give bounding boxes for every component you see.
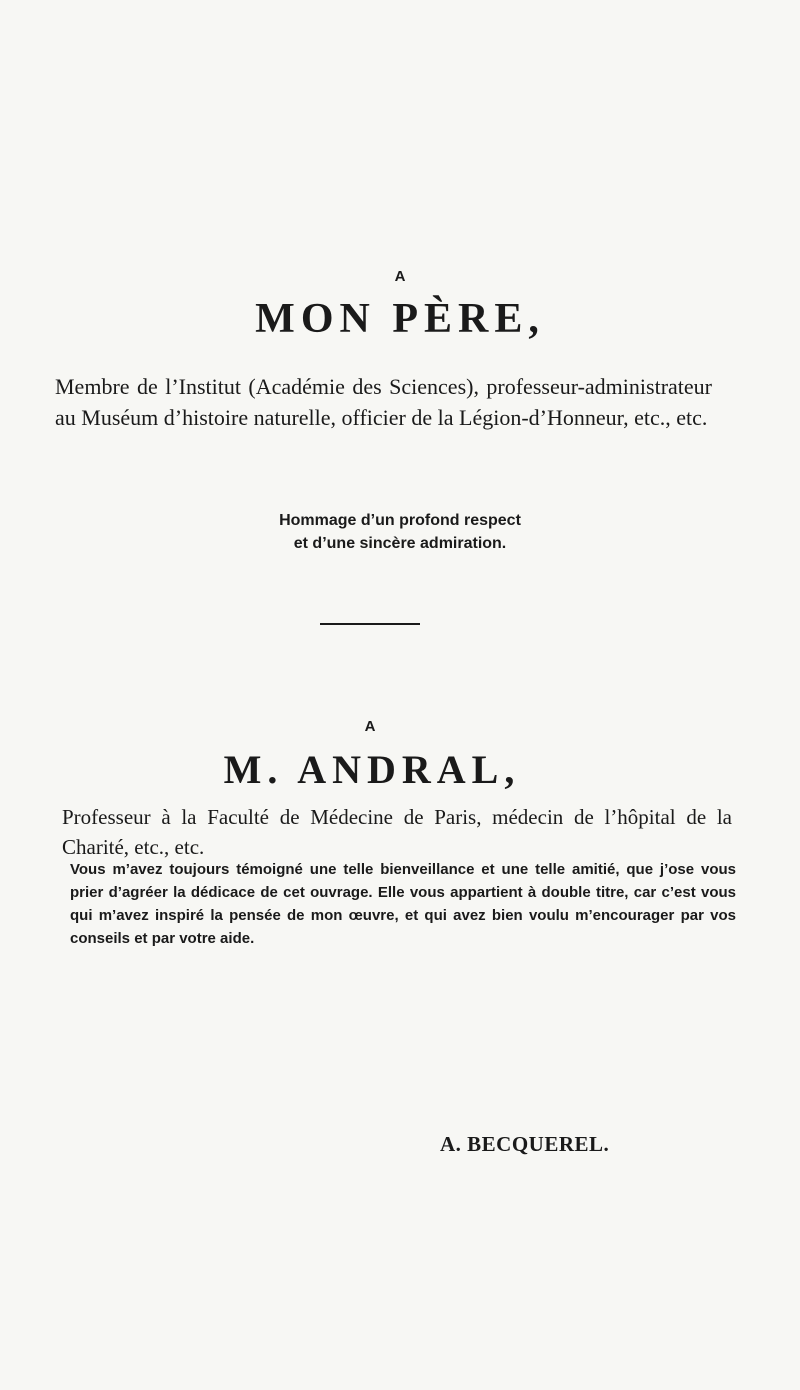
dedication2-description: Professeur à la Faculté de Médecine de Paris, médecin de l’hôpital de la Charité, etc., etc. xyxy=(62,805,732,859)
dedication1-title: MON PÈRE, xyxy=(255,296,545,342)
dedication1-description: Membre de l’Institut (Académie des Sciences), professeur-administrateur au Muséum d’histoire naturelle, officier de la Légion-d’Honneur, etc., etc. xyxy=(55,374,712,430)
signature: A. BECQUEREL. xyxy=(440,1132,610,1156)
dedication1-prefix: A xyxy=(394,268,406,285)
dedication2-letter: Vous m’avez toujours témoigné une telle bienveillance et une telle amitié, que j’ose vous prier d’agréer la dédicace de cet ouvrage. Elle vous appartient à double titre, car c’est vous qui m’avez inspiré la pensée de mon œuvre, et qui avez bien voulu m’encourager par vos conseils et par votre aide. xyxy=(70,861,736,947)
separator-rule xyxy=(320,623,420,625)
dedication2-prefix: A xyxy=(364,718,376,735)
dedication1-tribute-line1: Hommage d’un profond respect xyxy=(279,512,521,529)
dedication2-title: M. ANDRAL, xyxy=(223,747,521,792)
dedication1-tribute-line2: et d’une sincère admiration. xyxy=(293,535,507,552)
